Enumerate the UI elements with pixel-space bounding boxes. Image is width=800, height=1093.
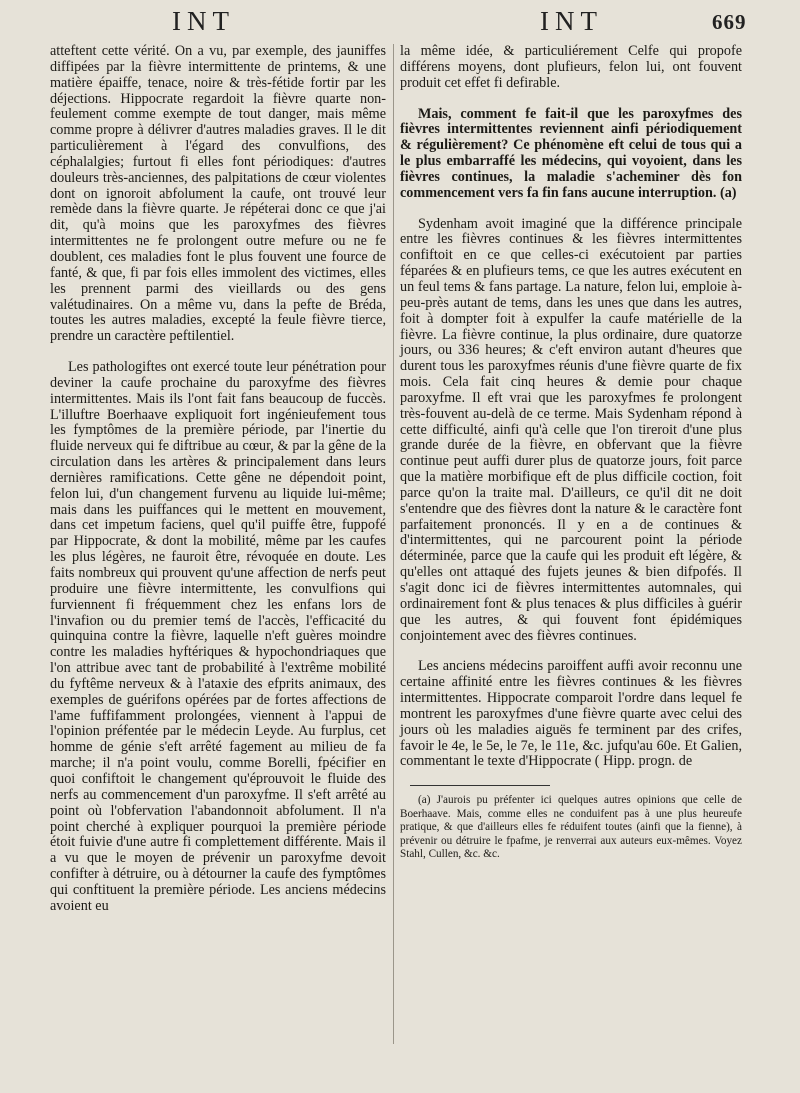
paragraph: Sydenham avoit imaginé que la différence principale entre les fièvres continues & les fièvres intermittentes confiftoit en ce que celles-ci exécutoient par parties féparées & en plufieurs tems, ce que les autres exécutent en un feul tems & fans partage. La nature, felon lui, emploie à-peu-près autant de tems, dans les unes que dans les autres, foit à dompter foit à expulfer la caufe matérielle de la fièvre. La fièvre continue, la plus ordinaire, dure quatorze jours, ou 336 heures; & c'eft environ autant d'heures que durent tous les paroxyfmes réunis d'une fièvre quarte de fix mois. Cela fait cinq heures & demie pour chaque paroxyfme. Il eft vrai que les paroxyfmes fe prolongent très-fouvent au-delà de ce terme. Mais Sydenham répond à cette difficulté, ainfi qu'à celle que l'on tireroit d'une plus grande durée de la fièvre, en obfervant que la fièvre continue peut auffi durer plus de quatorze jours, foit parce que la matière morbifique eft de plus difficile coction, foit parce qu'on la traite mal. D'ailleurs, ce qu'il dit ne doit s'entendre que des fièvres dont la nature & le caractère font parfaitement prononcés. Il y en a de continues & d'intermittentes, qui ne parcourent point la période déterminée, parce que la caufe qui les produit eft légère, & qu'elles ont attaqué des fujets jeunes & bien difpofés. Il s'agit donc ici de fièvres intermittentes automnales, qui ordinairement font & plus tenaces & plus difficiles à guérir que les autres, & qui fouvent font épidémiques conjointement avec des fièvres continues. bbox=[400, 215, 742, 644]
paragraph: la même idée, & particuliérement Celfe qui propofe différens moyens, dont plufieurs, felon lui, ont fouvent produit cet effet fi defirable. bbox=[400, 43, 742, 91]
running-head bbox=[0, 6, 800, 40]
paragraph: Mais, comment fe fait-il que les paroxyfmes des fièvres intermittentes reviennent ainfi périodiquement & régulièrement? Ce phénomène eft celui de tous qui a le plus embarraffé les médecins, qui voyoient, dans les fièvres continues, la maladie s'acheminer dès fon commencement vers fa fin fans aucune interruption. (a) bbox=[400, 105, 742, 201]
right-column bbox=[400, 44, 742, 861]
left-column bbox=[50, 44, 386, 930]
paragraph: atteftent cette vérité. On a vu, par exemple, des jauniffes diffipées par la fièvre intermittente de printems, & une matière épaiffe, tenace, noire & très-fétide fortir par les déjections. Hippocrate regardoit la fièvre quarte non-feulement comme exempte de tout danger, mais même comme propre à délivrer d'autres maladies graves. Il le dit particulièrement à l'égard des convulfions, des céphalalgies; furtout fi elles font périodiques: d'autres douleurs très-anciennes, des palpitations de cœur violentes dont on ignoroit abfolument la caufe, ont trouvé leur remède dans la fièvre quarte. Je répéterai donc ce que j'ai dit, qu'à moins que les paroxyfmes des fièvres intermittentes ne fe prolongent outre mefure ou ne fe doublent, ces maladies font le plus fouvent une fource de fanté, & que, fi par fois elles immolent des victimes, elles les prennent parmi des vieillards ou des gens valétudinaires. On a même vu, dans la pefte de Bréda, toutes les autres maladies, excepté la feule fièvre tierce, prendre un caractère peftilentiel. bbox=[50, 43, 386, 345]
column-divider bbox=[393, 44, 394, 1044]
paragraph: Les pathologiftes ont exercé toute leur pénétration pour deviner la caufe prochaine du paroxyfme des fièvres intermittentes. Mais ils l'ont fait fans beaucoup de fuccès. L'illuftre Boerhaave expliquoit fort ingénieufement tous les fymptômes de la première période, par l'inertie du fluide nerveux qui fe diftribue au cœur, & par la gêne de la circulation dans les artères & principalement dans leurs dernières ramifications. Cette gêne ne dépendoit point, felon lui, d'un changement furvenu au liquide lui-même; mais dans les puiffances qui le mettent en mouvement, dans cet impetum faciens, quel qu'il puiffe être, fuppofé par Hippocrate, & dont la mobilité, même par les caufes les plus légères, ne fauroit être, révoquée en doute. Les faits nombreux qui prouvent qu'une affection de nerfs peut produire une fièvre intermittente, les convulfions qui furviennent fi fréquemment chez les enfans lors de l'invafion ou du premier temś de l'accès, l'efficacité du quinquina contre la fièvre, laquelle n'eft guères moindre contre les maladies hyftériques & hypochondriaques que l'on attribue avec tant de probabilité à l'extrême mobilité du fyftême nerveux & à l'ataxie des efprits animaux, des exemples de guérifons opérées par de fortes affections de l'ame fuffifamment prolongées, viennent à l'appui de l'opinion préfentée par le médecin Leyde. Au furplus, cet homme de génie s'eft arrêté fagement au milieu de fa marche; il n'a point voulu, comme Borelli, fpécifier en quoi confiftoit le changement qu'éprouvoit le fluide des nerfs au commencement d'un paroxyfme. Il s'eft arrêté au point où l'obfervation l'abandonnoit abfolument. Il n'a point cherché à expliquer pourquoi la première période étoit fuivie d'une autre fi complettement différente. Mais il a vu que le moyen de prévenir un paroxyfme devoit confifter à détruire, ou à détourner la caufe des fymptômes qui conftituent la première période. Les anciens médecins avoient eu bbox=[50, 359, 386, 914]
page-number: 669 bbox=[712, 10, 747, 34]
running-head-right: INT bbox=[540, 6, 603, 36]
footnote: (a) J'aurois pu préfenter ici quelques autres opinions que celle de Boerhaave. Mais, comme elles ne conduifent pas à une plus heureufe pratique, & que d'ailleurs elles fe réduifent toutes (ainfi que la fienne), à prévenir ou détruire le fpafme, je renverrai aux auteurs eux-mêmes. Voyez Stahl, Cullen, &c. &c. bbox=[400, 794, 742, 860]
running-head-left: INT bbox=[172, 6, 235, 36]
paragraph: Les anciens médecins paroiffent auffi avoir reconnu une certaine affinité entre les fièvres continues & les fièvres intermittentes. Hippocrate comparoit l'ordre dans lequel fe montrent les paroxyfmes d'une fièvre quarte avec celui des jours où les maladies aiguës fe terminent par des crifes, favoir le 4e, le 5e, le 7e, le 11e, &c. jufqu'au 60e. Et Galien, commentant le texte d'Hippocrate ( Hipp. progn. de bbox=[400, 658, 742, 770]
footnote-rule bbox=[410, 785, 550, 786]
